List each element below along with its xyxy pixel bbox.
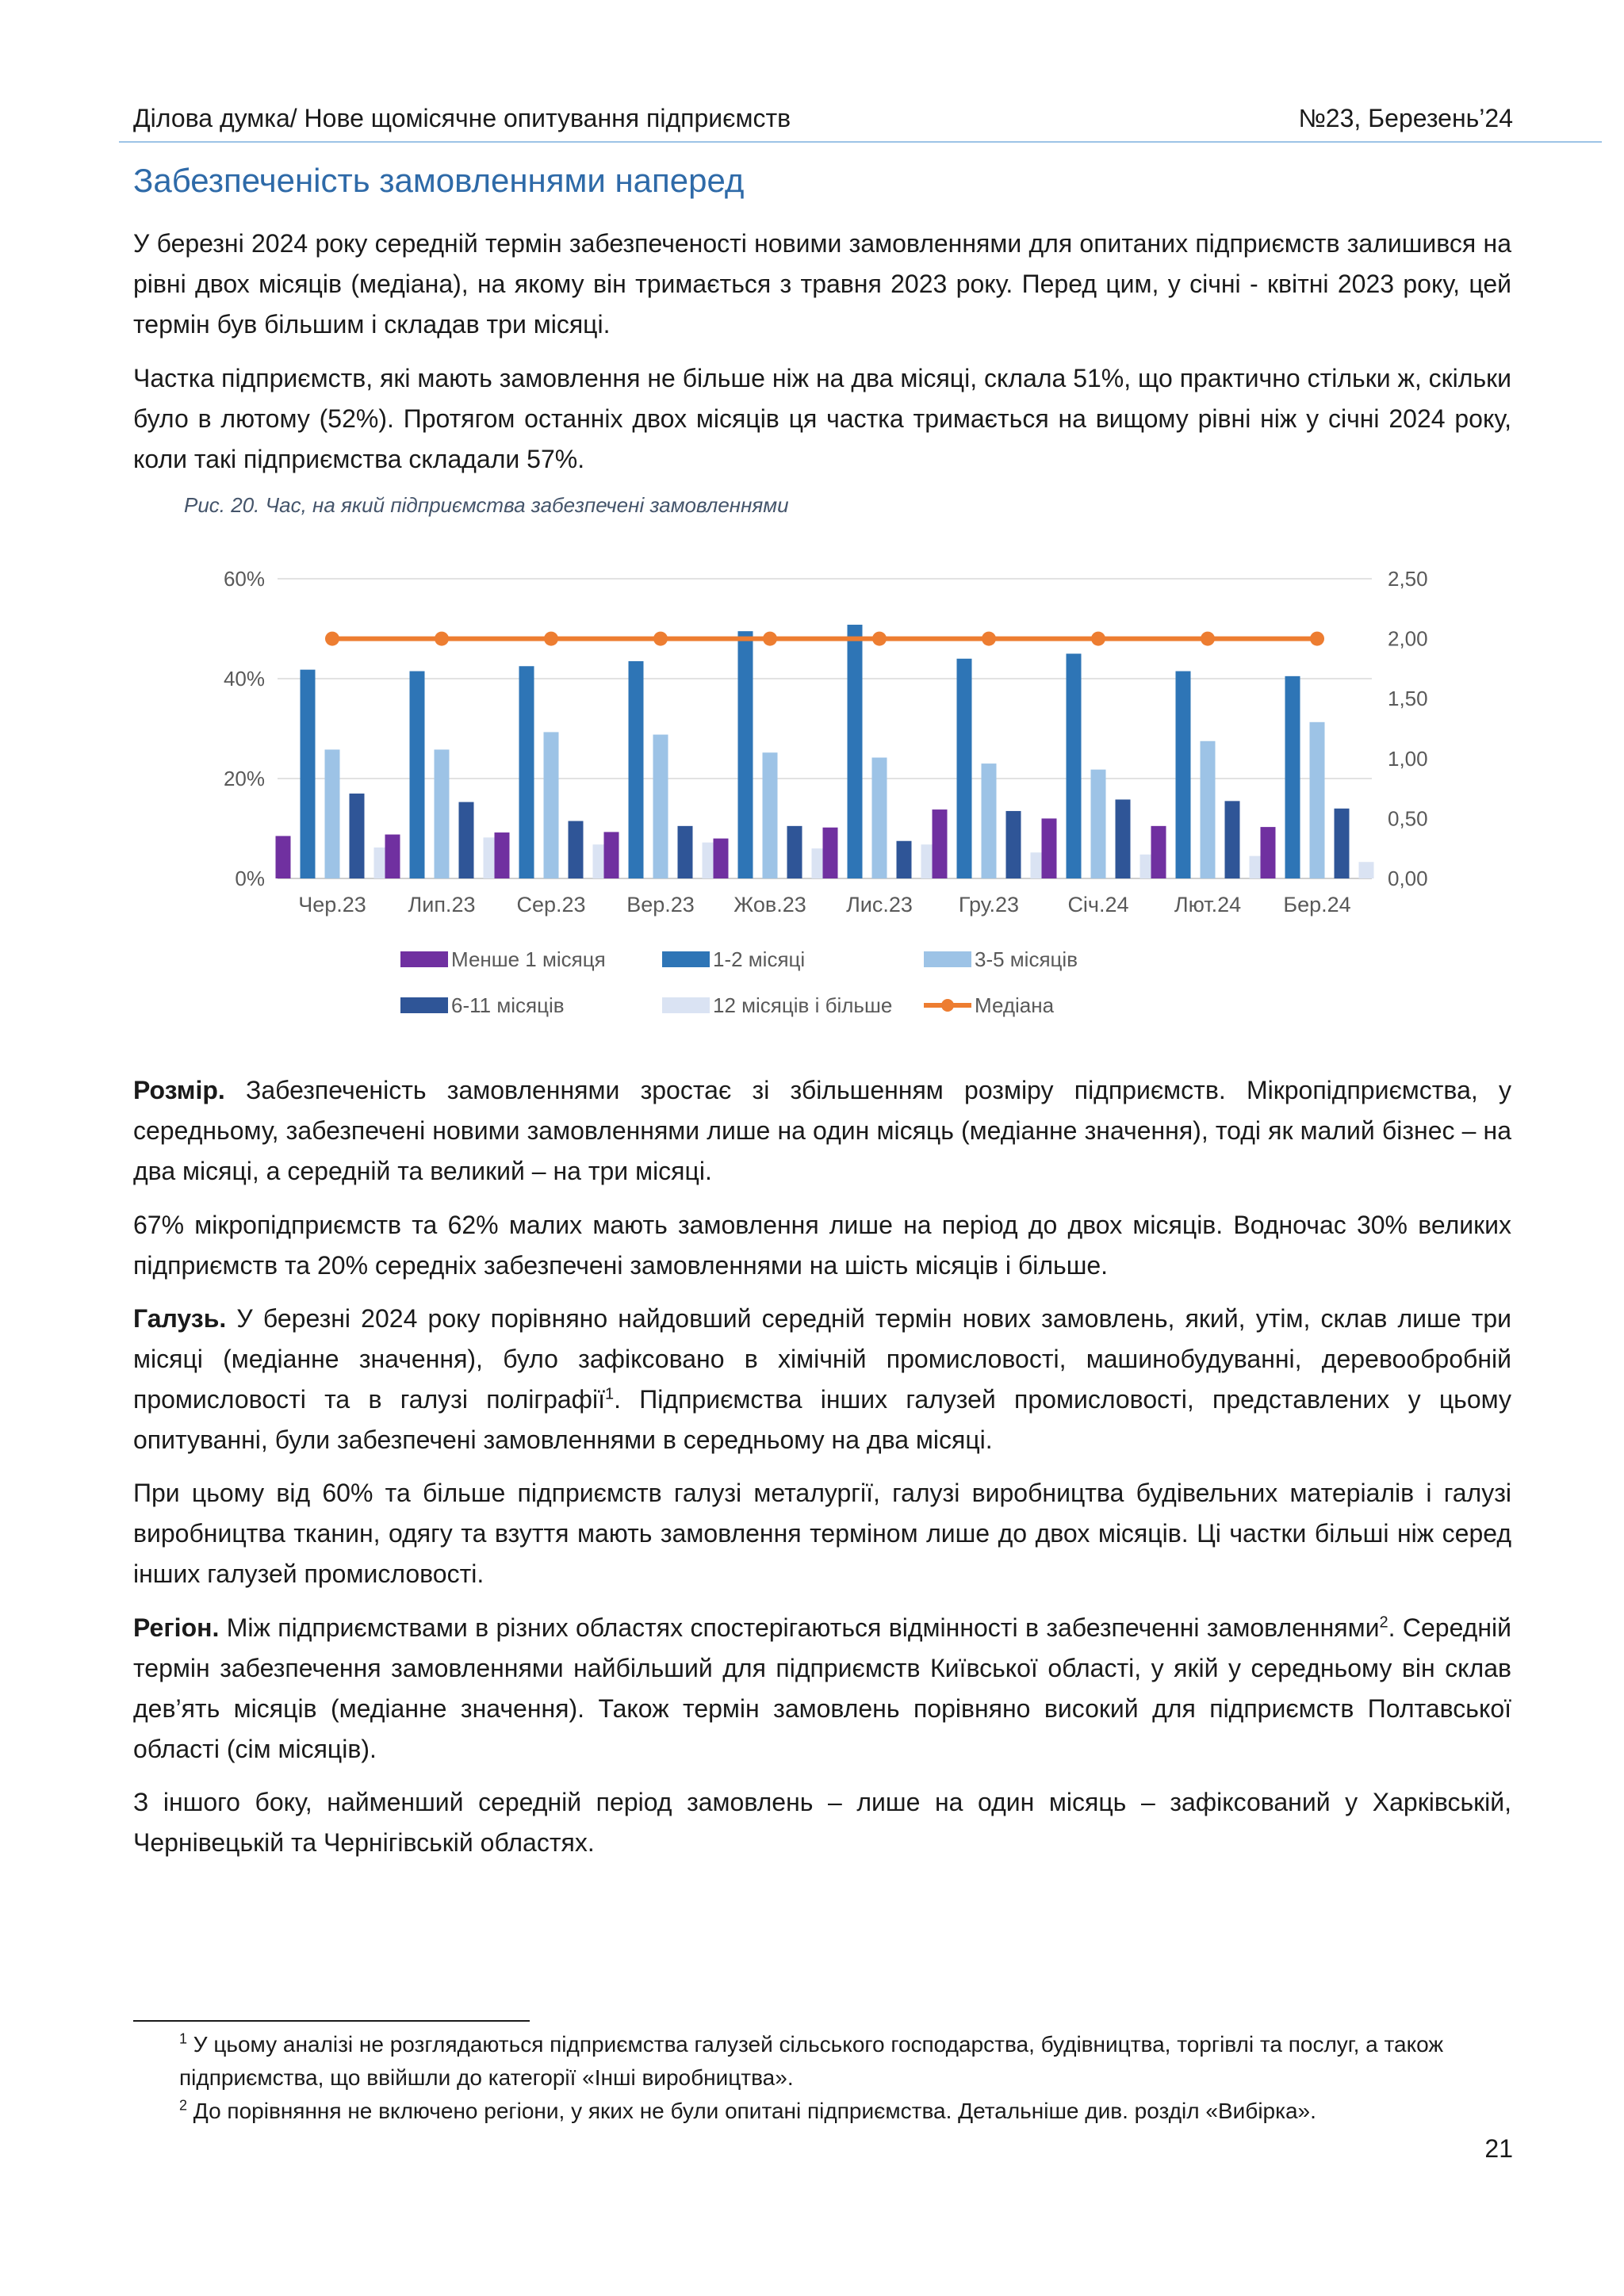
paragraph-region — [133, 1608, 1511, 1770]
bar — [276, 836, 291, 878]
bar — [1310, 722, 1325, 878]
legend-swatch — [662, 951, 710, 967]
bar — [350, 794, 365, 878]
legend-swatch — [400, 997, 448, 1013]
y-left-tick-label: 20% — [223, 767, 265, 790]
y-right-tick-label: 2,50 — [1388, 567, 1428, 591]
y-right-tick-label: 0,50 — [1388, 806, 1428, 831]
x-tick-label: Вер.23 — [626, 893, 695, 916]
industry-label: Галузь. — [133, 1304, 227, 1333]
region-text-a: Між підприємствами в різних областях спостерігаються відмінності в забезпеченні замовленнями — [219, 1613, 1380, 1642]
median-point — [763, 632, 777, 646]
orders-chart — [182, 547, 1522, 1039]
header-title: Ділова думка/ Нове щомісячне опитування підприємств — [133, 104, 791, 132]
y-right-tick-label: 1,50 — [1388, 687, 1428, 711]
bar — [1261, 827, 1276, 878]
region-label: Регіон. — [133, 1613, 220, 1642]
footnote-divider — [133, 2020, 530, 2022]
bar — [301, 670, 316, 878]
bar — [897, 841, 912, 878]
bar — [1225, 801, 1240, 878]
bar — [1116, 799, 1131, 878]
footnote-1-number: 1 — [179, 2030, 188, 2047]
x-tick-label: Лют.24 — [1174, 893, 1242, 916]
x-tick-label: Бер.24 — [1283, 893, 1351, 916]
legend-swatch — [924, 951, 971, 967]
bar — [604, 832, 619, 878]
bar — [678, 826, 693, 878]
median-point — [325, 632, 339, 646]
bar — [763, 752, 778, 878]
bar — [714, 839, 729, 878]
bar — [933, 809, 948, 878]
paragraph-2: Частка підприємств, які мають замовлення не більше ніж на два місяці, склала 51%, що практично стільки ж, скільки було в лютому (52%). Протягом останніх двох місяців ця частка тримається на вищому рівні ніж у січні 2024 року, коли такі підприємства складали 57%. — [133, 364, 1511, 473]
bar — [1176, 672, 1191, 878]
bar — [1285, 676, 1300, 878]
legend-label: Менше 1 місяця — [451, 947, 606, 971]
y-right-tick-label: 2,00 — [1388, 626, 1428, 651]
bar — [738, 631, 753, 878]
footnote-2-text: До порівняння не включено регіони, у яких не були опитані підприємства. Детальніше див. розділ «Вибірка». — [187, 2099, 1316, 2123]
bar — [325, 749, 340, 878]
y-right-tick-label: 0,00 — [1388, 867, 1428, 890]
paragraph-industry — [133, 1299, 1511, 1460]
industry-text-a: У березні 2024 року порівняно найдовший середній термін нових замовлень, який, утім, склав лише три місяці (медіанне значення), було зафіксовано в хімічній промисловості, машинобудуванні, деревообробній промисловості та в галузі поліграфії — [133, 1304, 1511, 1414]
bar — [629, 661, 644, 878]
page-number: 21 — [1484, 2134, 1513, 2163]
x-tick-label: Сер.23 — [516, 893, 586, 916]
legend-label: 6-11 місяців — [451, 993, 565, 1017]
y-left-tick-label: 60% — [223, 567, 265, 591]
y-left-tick-label: 40% — [223, 667, 265, 691]
footnote-ref-1: 1 — [605, 1385, 615, 1403]
size-text: Забезпеченість замовленнями зростає зі збільшенням розміру підприємств. Мікропідприємства, у середньому, забезпечені новими замовленнями лише на один місяць (медіанне значення), тоді як малий бізнес – на два місяці, а середній та великий – на три місяці. — [133, 1076, 1511, 1185]
bar — [385, 835, 400, 878]
bar — [569, 821, 584, 878]
x-tick-label: Жов.23 — [733, 893, 806, 916]
bar — [957, 659, 972, 878]
size-label: Розмір. — [133, 1076, 225, 1104]
footnote-1 — [179, 2028, 1511, 2095]
median-point — [1310, 632, 1324, 646]
median-point — [1091, 632, 1105, 646]
y-right-tick-label: 1,00 — [1388, 746, 1428, 771]
paragraph-size — [133, 1070, 1511, 1192]
median-point — [1201, 632, 1215, 646]
bar — [1042, 818, 1057, 878]
bar — [544, 732, 559, 878]
bar — [653, 735, 668, 878]
header-divider — [119, 141, 1602, 143]
bar — [848, 625, 863, 878]
legend-label: Медіана — [975, 993, 1055, 1017]
header-issue: №23, Березень’24 — [1298, 104, 1513, 132]
x-tick-label: Чер.23 — [298, 893, 366, 916]
bar — [459, 802, 474, 878]
footnote-1-text: У цьому аналізі не розглядаються підприємства галузей сільського господарства, будівництва, торгівлі та послуг, а також підприємства, що ввійшли до категорії «Інші виробництва». — [179, 2032, 1444, 2090]
section-title: Забезпеченість замовленнями наперед — [133, 162, 745, 199]
x-tick-label: Лис.23 — [846, 893, 913, 916]
figure-caption: Рис. 20. Час, на який підприємства забезпечені замовленнями — [184, 493, 789, 517]
median-point — [872, 632, 887, 646]
median-point — [982, 632, 996, 646]
legend-marker — [941, 999, 954, 1012]
page-header — [133, 100, 1513, 136]
bar — [1359, 862, 1374, 878]
paragraph-6: При цьому від 60% та більше підприємств галузі металургії, галузі виробництва будівельних матеріалів і галузі виробництва тканин, одягу та взуття мають замовлення терміном лише до двох місяців. Ці частки більші ніж серед інших галузей промисловості. — [133, 1479, 1511, 1588]
footnote-2-number: 2 — [179, 2097, 188, 2114]
footnote-2 — [179, 2095, 1511, 2128]
bar — [982, 763, 997, 878]
bar — [823, 828, 838, 878]
bar — [1067, 654, 1082, 879]
bar — [519, 666, 534, 878]
x-tick-label: Лип.23 — [408, 893, 476, 916]
legend-label: 3-5 місяців — [975, 947, 1078, 971]
median-point — [544, 632, 558, 646]
legend-swatch — [400, 951, 448, 967]
bar — [410, 672, 425, 878]
x-tick-label: Гру.23 — [958, 893, 1020, 916]
bar — [872, 758, 887, 878]
legend-label: 12 місяців і більше — [713, 993, 893, 1017]
median-point — [653, 632, 668, 646]
bar — [1006, 811, 1021, 878]
region-text-b: . Середній термін забезпечення замовленнями найбільший для підприємств Київської області, у якій у середньому він склав дев’ять місяців (медіанне значення). Також термін замовлень порівняно високий для підприємств Полтавської області (сім місяців). — [133, 1613, 1512, 1763]
legend-label: 1-2 місяці — [713, 947, 806, 971]
bar — [495, 832, 510, 878]
paragraph-8: З іншого боку, найменший середній період замовлень – лише на один місяць – зафіксований у Харківській, Чернівецькій та Чернігівській областях. — [133, 1788, 1511, 1857]
bar — [1335, 809, 1350, 878]
paragraph-4: 67% мікропідприємств та 62% малих мають замовлення лише на період до двох місяців. Водночас 30% великих підприємств та 20% середніх забезпечені замовленнями на шість місяців і більше. — [133, 1211, 1511, 1280]
bar — [435, 749, 450, 878]
footnote-ref-2: 2 — [1379, 1613, 1388, 1632]
bar — [1091, 770, 1106, 878]
y-left-tick-label: 0% — [235, 867, 265, 890]
bar — [1151, 826, 1166, 878]
legend-swatch — [662, 997, 710, 1013]
x-tick-label: Січ.24 — [1067, 893, 1129, 916]
paragraph-1: У березні 2024 року середній термін забезпеченості новими замовленнями для опитаних підприємств залишився на рівні двох місяців (медіана), на якому він тримається з травня 2023 року. Перед цим, у січні - квітні 2023 року, цей термін був більшим і складав три місяці. — [133, 229, 1511, 339]
bar — [1201, 741, 1216, 878]
bar — [787, 826, 802, 878]
median-point — [435, 632, 449, 646]
industry-text-b: . Підприємства інших галузей промисловості, представлених у цьому опитуванні, були забезпечені замовленнями в середньому на два місяці. — [133, 1385, 1512, 1454]
